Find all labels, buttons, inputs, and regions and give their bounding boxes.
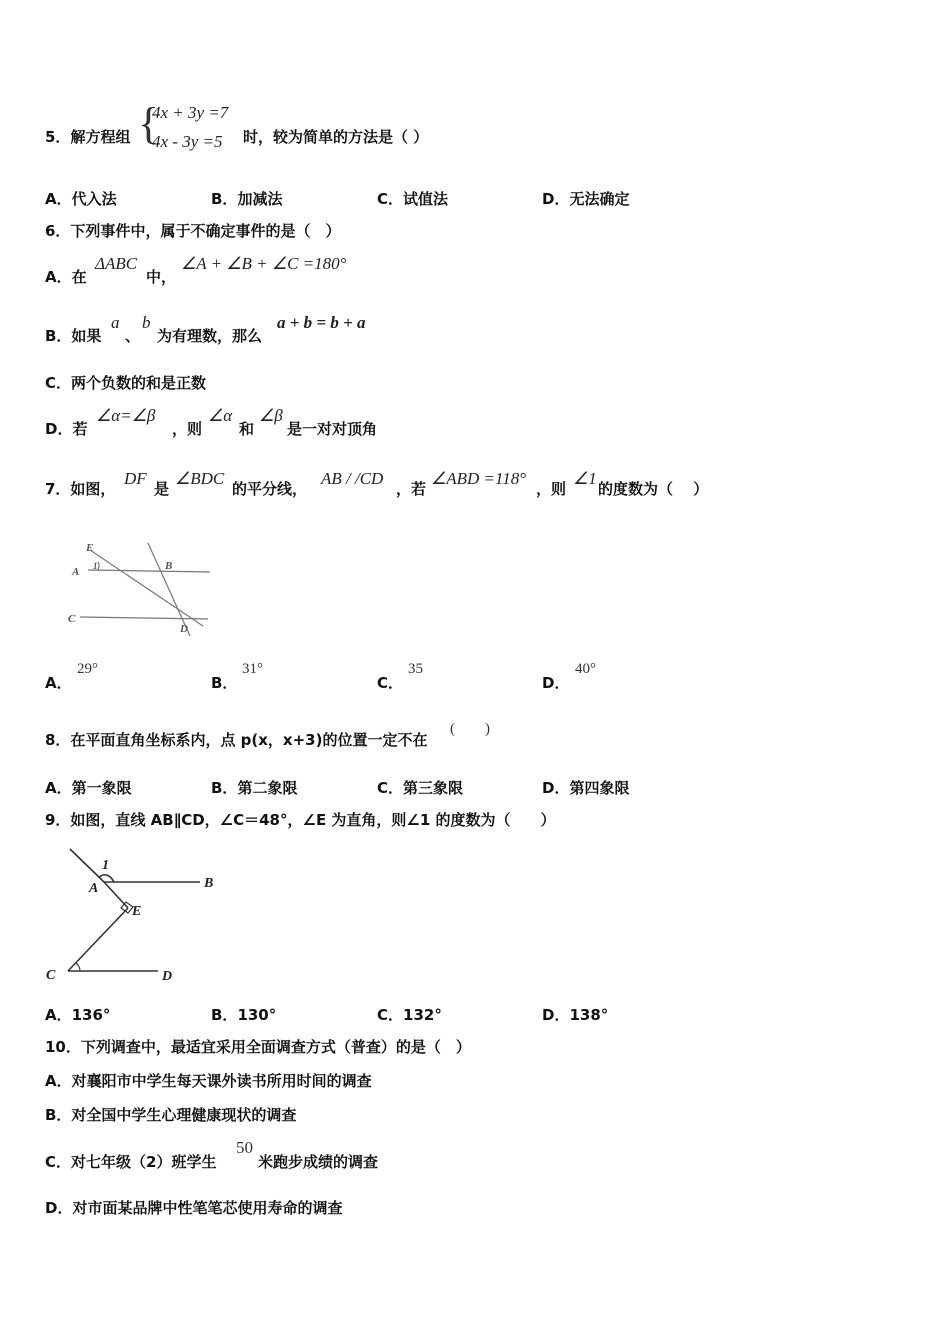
- q10-option-c-end: 米跑步成绩的调查: [258, 1153, 379, 1171]
- q7-line-cd: [80, 617, 208, 619]
- q6-b-mid: 为有理数，那么: [157, 327, 263, 345]
- q9-line-ec: [68, 908, 128, 971]
- q10-option-d: D．对市面某品牌中性笔笔芯使用寿命的调查: [45, 1199, 343, 1217]
- q7-t3: ，若: [396, 480, 427, 498]
- q6-d-beta: ∠β: [259, 406, 283, 425]
- q9-label-1: 1: [102, 858, 109, 873]
- q7-label-b: B: [165, 560, 173, 572]
- q7-line-ab: [88, 570, 210, 572]
- q5-equation-2: 4x - 3y =5: [152, 132, 223, 151]
- q8-option-a: A．第一象限: [45, 779, 132, 797]
- q7-label-d: D: [180, 623, 188, 635]
- q9-label-b: B: [204, 876, 214, 891]
- q8-paren: ( ): [450, 721, 490, 737]
- q5-option-a: A．代入法: [45, 190, 117, 208]
- q9-label-e: E: [132, 904, 142, 919]
- q5-equation-1: 4x + 3y =7: [152, 103, 229, 122]
- q7-label-1: 1: [93, 561, 98, 571]
- q7-option-c-label: C．: [377, 674, 404, 692]
- q9-option-b: B．130°: [211, 1006, 277, 1024]
- q6-d-alpha: ∠α: [208, 406, 233, 425]
- q7-angle-arc: [98, 562, 99, 570]
- q8-option-d: D．第四象限: [542, 779, 630, 797]
- q7-option-a-label: A．: [45, 674, 72, 692]
- q5-option-c: C．试值法: [377, 190, 449, 208]
- q9-line-extension: [70, 849, 104, 882]
- q6-d-mid1: ，则: [172, 420, 203, 438]
- q5-option-b: B．加减法: [211, 190, 283, 208]
- q6-a-triangle: ΔABC: [95, 254, 138, 273]
- q6-stem: 6．下列事件中，属于不确定事件的是（ ）: [45, 222, 341, 240]
- q9-label-d: D: [162, 969, 173, 984]
- q7-stem-start: 7．如图，: [45, 480, 116, 498]
- q6-d-angle-eq: ∠α=∠β: [96, 406, 156, 425]
- q9-label-a: A: [89, 881, 99, 896]
- q7-line-ef: [90, 550, 203, 626]
- q10-option-a: A．对襄阳市中学生每天课外读书所用时间的调查: [45, 1072, 372, 1090]
- q6-a-label: A．在: [45, 268, 87, 286]
- q6-d-mid2: 和: [239, 420, 255, 438]
- q5-option-d: D．无法确定: [542, 190, 630, 208]
- q7-t1: 是: [154, 480, 170, 498]
- q7-option-b-value: 31°: [242, 661, 263, 677]
- q9-label-c: C: [46, 968, 56, 983]
- q7-angle-1: ∠1: [573, 469, 597, 488]
- q6-b-sep: 、: [125, 327, 141, 345]
- q7-option-d-label: D．: [542, 674, 570, 692]
- q7-figure: [60, 538, 230, 648]
- q7-label-e: E: [86, 542, 94, 554]
- q8-option-c: C．第三象限: [377, 779, 464, 797]
- q7-label-c: C: [68, 613, 76, 625]
- q6-option-c: C．两个负数的和是正数: [45, 374, 207, 392]
- q5-stem-end: 时，较为简单的方法是（ ）: [243, 128, 429, 146]
- q6-a-angle-sum: ∠A + ∠B + ∠C =180°: [181, 254, 347, 273]
- q7-t5: 的度数为（ ）: [598, 480, 709, 498]
- q8-option-b: B．第二象限: [211, 779, 298, 797]
- q7-parallel: AB / /CD: [321, 469, 384, 488]
- q7-t4: ，则: [536, 480, 567, 498]
- q7-angle-abd: ∠ABD =118°: [431, 469, 527, 488]
- q6-b-label: B．如果: [45, 327, 102, 345]
- q7-option-a-value: 29°: [77, 661, 98, 677]
- q6-a-mid: 中，: [146, 268, 177, 286]
- q9-option-d: D．138°: [542, 1006, 609, 1024]
- q9-angle-c-arc: [76, 963, 80, 971]
- q10-option-b: B．对全国中学生心理健康现状的调查: [45, 1106, 297, 1124]
- q7-angle-bdc: ∠BDC: [175, 469, 225, 488]
- q9-option-a: A．136°: [45, 1006, 111, 1024]
- q8-stem: 8．在平面直角坐标系内，点 p(x，x+3)的位置一定不在: [45, 731, 428, 749]
- q7-option-c-value: 35: [408, 661, 423, 677]
- q10-option-c-start: C．对七年级（2）班学生: [45, 1153, 217, 1171]
- q9-option-c: C．132°: [377, 1006, 442, 1024]
- q9-stem: 9．如图，直线 AB∥CD，∠C＝48°，∠E 为直角，则∠1 的度数为（ ）: [45, 811, 556, 829]
- q7-option-d-value: 40°: [575, 661, 596, 677]
- q6-b-var-a: a: [111, 313, 120, 332]
- q5-brace: {: [138, 99, 160, 148]
- q7-t2: 的平分线，: [232, 480, 308, 498]
- q10-stem: 10．下列调查中，最适宜采用全面调查方式（普查）的是（ ）: [45, 1038, 471, 1056]
- q7-df: DF: [124, 469, 147, 488]
- q6-b-equation: a + b = b + a: [277, 313, 366, 332]
- q7-label-a: A: [72, 566, 80, 578]
- q6-d-end: 是一对对顶角: [287, 420, 378, 438]
- q6-b-var-b: b: [142, 313, 151, 332]
- q5-number: 5．解方程组: [45, 128, 131, 146]
- q10-option-c-number: 50: [236, 1138, 253, 1157]
- q9-figure: [40, 845, 230, 990]
- q6-d-label: D．若: [45, 420, 88, 438]
- q7-option-b-label: B．: [211, 674, 238, 692]
